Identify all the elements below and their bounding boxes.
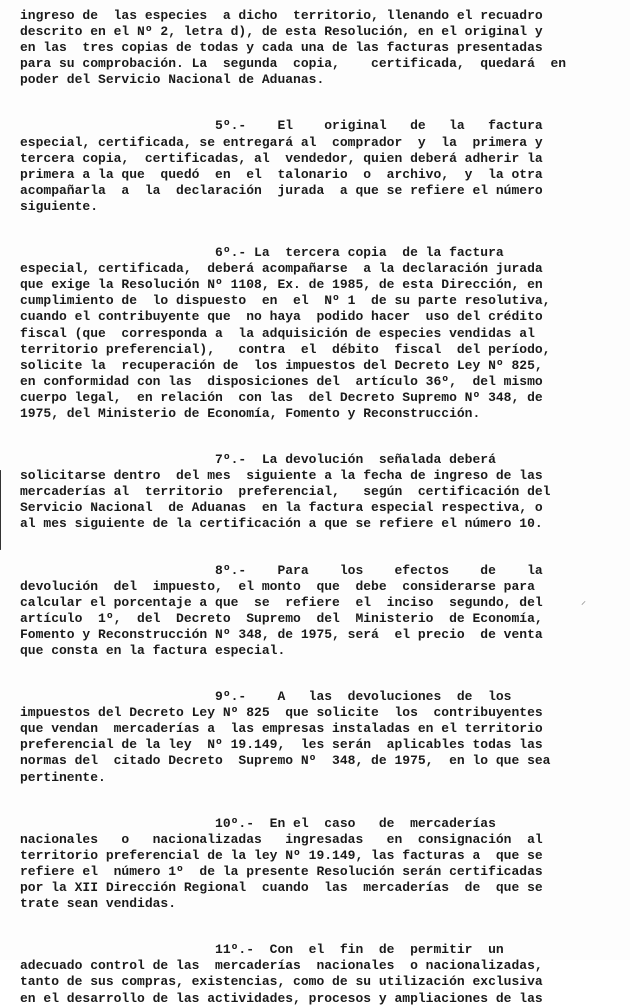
text-line: territorio preferencial), contra el débito fiscal del período, — [20, 341, 551, 357]
text-line: ingreso de las especies a dicho territorio, llenando el recuadro — [20, 8, 543, 23]
text-line: 5º.- El original de la factura — [20, 118, 543, 134]
stray-mark: ⸝ — [581, 596, 586, 607]
text-line: especial, certificada, deberá acompañarse a la declaración jurada — [20, 261, 543, 277]
text-line: mercaderías al territorio preferencial, según certificación del — [20, 484, 551, 500]
text-line: solicite la recuperación de los impuestos del Decreto Ley Nº 825, — [20, 357, 543, 373]
paragraph-spacer — [20, 659, 602, 689]
text-line: Fomento y Reconstrucción Nº 348, de 1975, será el precio de venta — [20, 626, 543, 642]
paragraph — [20, 8, 602, 88]
text-line: que exige la Resolución Nº 1108, Ex. de 1985, de esta Dirección, en — [20, 277, 543, 293]
text-line: Servicio Nacional de Aduanas en la factura especial respectiva, o — [20, 500, 543, 516]
text-line: tercera copia, certificadas, al vendedor, quien deberá adherir la — [20, 150, 543, 166]
text-line: siguiente. — [20, 198, 99, 214]
paragraph-spacer — [20, 422, 602, 452]
text-line: pertinente. — [20, 769, 106, 785]
text-line: descrito en el Nº 2, letra d), de esta Resolución, en el original y — [20, 24, 543, 40]
text-line: en el desarrollo de las actividades, procesos y ampliaciones de las — [20, 990, 543, 1006]
text-line: que vendan mercaderías a las empresas instaladas en el territorio — [20, 721, 543, 737]
paragraph-spacer — [20, 912, 602, 942]
document-body — [20, 8, 602, 1007]
text-line: refiere el número 1º de la presente Resolución serán certificadas — [20, 863, 543, 879]
text-line: especial, certificada, se entregará al comprador y la primera y — [20, 134, 543, 150]
paragraph-spacer — [20, 533, 602, 563]
paragraph — [20, 689, 602, 786]
text-line: acompañarla a la declaración jurada a que se refiere el número — [20, 182, 543, 198]
paragraph-spacer — [20, 88, 602, 118]
paragraph-spacer — [20, 215, 602, 245]
text-line: nacionales o nacionalizadas ingresadas en consignación al — [20, 831, 543, 847]
paragraph — [20, 245, 602, 422]
paragraph — [20, 942, 602, 1006]
paragraph — [20, 816, 602, 913]
text-line: cumplimiento de lo dispuesto en el Nº 1 de su parte resolutiva, — [20, 293, 551, 309]
text-line: territorio preferencial de la ley Nº 19.149, las facturas a que se — [20, 847, 543, 863]
text-line: 8º.- Para los efectos de la — [20, 562, 543, 578]
text-line: devolución del impuesto, el monto que debe considerarse para — [20, 578, 535, 594]
text-line: en las tres copias de todas y cada una de las facturas presentadas — [20, 40, 543, 56]
text-line: 6º.- La tercera copia de la factura — [20, 245, 504, 261]
text-line: primera a la que quedó en el talonario o archivo, y la otra — [20, 166, 543, 182]
text-line: normas del citado Decreto Supremo Nº 348, de 1975, en lo que sea — [20, 753, 551, 769]
text-line: al mes siguiente de la certificación a que se refiere el número 10. — [20, 516, 543, 532]
paragraph-spacer — [20, 786, 602, 816]
paragraph — [20, 563, 602, 660]
text-line: trate sean vendidas. — [20, 896, 177, 912]
text-line: cuando el contribuyente que no haya podido hacer uso del crédito — [20, 309, 543, 325]
text-line: solicitarse dentro del mes siguiente a la fecha de ingreso de las — [20, 468, 543, 484]
paragraph — [20, 452, 602, 532]
text-line: preferencial de la ley Nº 19.149, les serán aplicables todas las — [20, 737, 543, 753]
text-line: 1975, del Ministerio de Economía, Fomento y Reconstrucción. — [20, 405, 481, 421]
text-line: tanto de sus compras, existencias, como de su utilización exclusiva — [20, 974, 543, 990]
text-line: 7º.- La devolución señalada deberá — [20, 452, 496, 468]
text-line: artículo 1º, del Decreto Supremo del Ministerio de Economía, — [20, 610, 543, 626]
text-line: que consta en la factura especial. — [20, 643, 286, 658]
text-line: para su comprobación. La segunda copia, certificada, quedará en — [20, 56, 567, 72]
text-line: 9º.- A las devoluciones de los — [20, 689, 512, 705]
text-line: 10º.- En el caso de mercaderías — [20, 815, 496, 831]
text-line: en conformidad con las disposiciones del artículo 36º, del mismo — [20, 373, 543, 389]
text-line: fiscal (que corresponda a la adquisición de especies vendidas al — [20, 325, 535, 341]
text-line: calcular el porcentaje a que se refiere el inciso segundo, del — [20, 594, 543, 610]
text-line: por la XII Dirección Regional cuando las mercaderías de que se — [20, 880, 543, 896]
text-line: impuestos del Decreto Ley Nº 825 que solicite los contribuyentes — [20, 705, 543, 721]
paragraph — [20, 118, 602, 215]
binding-mark — [0, 470, 4, 550]
text-line: poder del Servicio Nacional de Aduanas. — [20, 72, 325, 88]
text-line: 11º.- Con el fin de permitir un — [20, 942, 504, 958]
text-line: cuerpo legal, en relación con las del Decreto Supremo Nº 348, de — [20, 389, 543, 405]
text-line: adecuado control de las mercaderías nacionales o nacionalizadas, — [20, 958, 543, 974]
